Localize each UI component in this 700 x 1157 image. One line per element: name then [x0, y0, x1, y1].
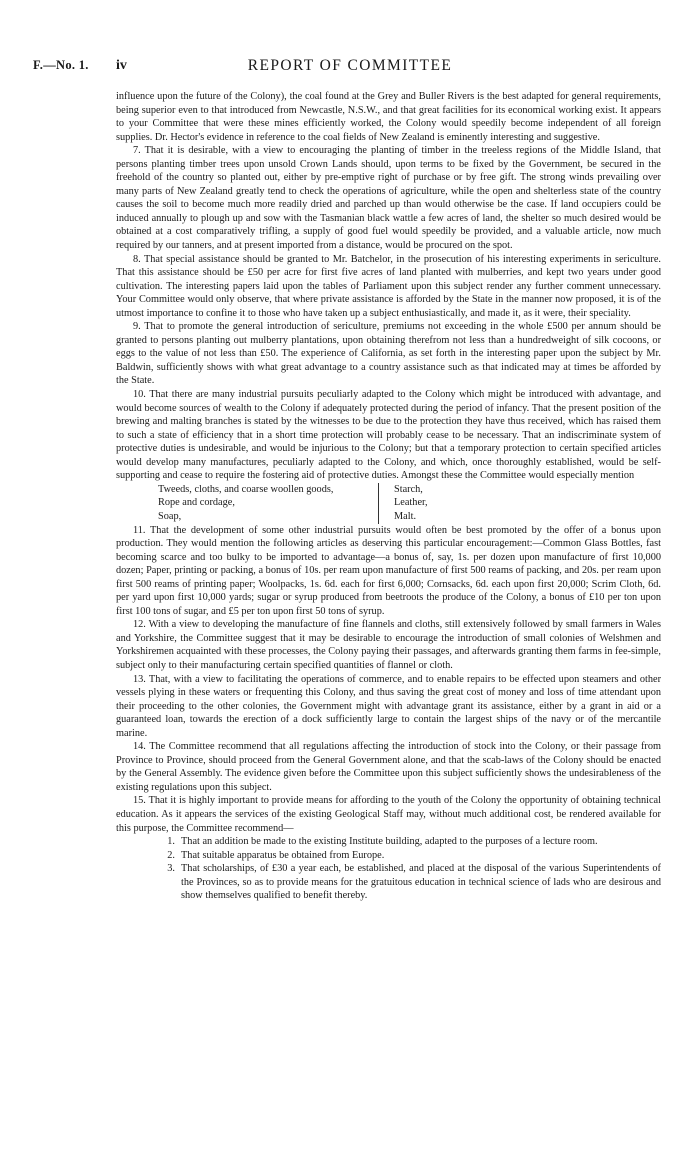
list-item — [116, 862, 661, 903]
article-item: Rope and cordage, — [158, 497, 235, 509]
paragraph-12: 12. With a view to developing the manufacture of fine flannels and cloths, still extensively followed by small farmers in Wales and Yorkshire, the Committee suggest that it may be desirable to encourage the introduction of small colonies of Welshmen and Yorkshiremen acquainted with these processes, the Colony paying their passages, and afterwards granting them farms in fee-simple, subject only to their manufacturing certain specified quantities of flannel or cloth. — [116, 619, 661, 671]
recommendation-list — [116, 835, 661, 903]
report-body — [116, 90, 661, 903]
column-divider — [378, 496, 394, 510]
paper-code: F.—No. 1. — [33, 58, 89, 72]
protected-articles-list — [158, 483, 661, 524]
list-item — [116, 849, 661, 863]
paragraph-13: 13. That, with a view to facilitating the operations of commerce, and to enable repairs to be effected upon steamers and other vessels plying in these waters or frequenting this Colony, and thus saving the great cost of money and loss of time attendant upon their proceeding to the other colonies, the Government might with advantage grant its assistance, either by a grant in aid or a guaranteed loan, towards the erection of a dock sufficiently large to contain the largest ships of the navy or of the mercantile marine. — [116, 673, 661, 739]
column-divider — [378, 483, 394, 497]
article-item: Starch, — [394, 483, 423, 495]
article-item: Malt. — [394, 510, 417, 522]
paragraph-15: 15. That it is highly important to provide means for affording to the youth of the Colony the opportunity of obtaining technical education. As it appears the services of the existing Geological Staff may, without much additional cost, be rendered available for this purpose, the Committee recommend— — [116, 795, 661, 834]
article-item: Tweeds, cloths, and coarse woollen goods, — [158, 483, 334, 495]
paragraph-10: 10. That there are many industrial pursuits peculiarly adapted to the Colony which might be introduced with advantage, and would become sources of wealth to the Colony if adequately protected during the period of infancy. That the present position of the brewing and malting branches is stated by the witnesses to be due to the protection they have thus received, which has raised them to such a state of efficiency that in a short time protection will probably cease to be necessary. That an indiscriminate system of protective duties is undesirable, and would be injurious to the Colony; but that a temporary protection to certain specified articles would develop many manufactures, peculiarly adapted to the Colony, and which, once thoroughly established, would be self-supporting and cease to require the fostering aid of protective duties. Amongst these the Committee would especially mention — [116, 389, 661, 482]
page-header — [0, 58, 700, 80]
item-text: That an addition be made to the existing Institute building, adapted to the purposes of a lecture room. — [181, 836, 598, 848]
page-number: iv — [116, 58, 127, 73]
paragraph-6-continued: influence upon the future of the Colony), the coal found at the Grey and Buller Rivers is the best adapted for general requirements, being superior even to that introduced from Newcastle, N.S.W., and that great facilities for its economical working exist. It appears to your Committee that were these mines efficiently worked, the Colony would speedily become independent of all foreign supplies. Dr. Hector's evidence in reference to the coal fields of New Zealand is eminently interesting and suggestive. — [116, 91, 661, 143]
running-title: REPORT OF COMMITTEE — [247, 57, 453, 74]
paragraph-9: 9. That to promote the general introduction of sericulture, premiums not exceeding in the whole £500 per annum should be granted to persons planting out mulberry plantations, upon obtaining therefrom not less than a hundredweight of silk cocoons, or eggs to the value of not less than £50. The experience of California, as set forth in the interesting paper upon the subject by Mr. Baldwin, sufficiently shows with what great advantage to a country assistance such as that indicated may at times be afforded by the State. — [116, 321, 661, 387]
item-text: That scholarships, of £30 a year each, be established, and placed at the disposal of the various Superintendents of the Provinces, so as to provide means for the gratuitous education in technical science of lads who are desirous and show themselves qualified to benefit thereby. — [181, 863, 661, 902]
item-text: That suitable apparatus be obtained from Europe. — [181, 849, 385, 861]
list-item — [116, 835, 661, 849]
item-number: 2. — [167, 849, 175, 861]
article-item: Soap, — [158, 510, 182, 522]
paragraph-8: 8. That special assistance should be granted to Mr. Batchelor, in the prosecution of his interesting experiments in sericulture. That this assistance should be £50 per acre for first five acres of land planted with mulberries, and kept two years under good cultivation. The interesting papers laid upon the tables of Parliament upon this subject render any further comment unnecessary. Your Committee would only observe, that where private assistance is afforded by the State in the manner now proposed, it is of the utmost importance to confine it to those who have taken up a subject enthusiastically, and made it, as it were, their speciality. — [116, 253, 661, 319]
column-divider — [378, 510, 394, 524]
item-number: 1. — [167, 836, 175, 848]
item-number: 3. — [167, 863, 175, 875]
paragraph-14: 14. The Committee recommend that all regulations affecting the introduction of stock into the Colony, or their passage from Province to Province, should proceed from the General Government alone, and that the scab-laws of the Colony should be enacted by the General Assembly. The evidence given before the Committee upon this subject sufficiently shows the undesirableness of the existing regulations upon this subject. — [116, 741, 661, 793]
paragraph-7: 7. That it is desirable, with a view to encouraging the planting of timber in the treeless regions of the Middle Island, that persons planting timber trees upon unsold Crown Lands should, upon terms to be fixed by the Government, be secured in the freehold of the country so planted out, either by pre-emptive right of purchase or by free gift. The strong winds prevailing over many parts of New Zealand greatly tend to check the operations of agriculture, while the open and shelterless state of the country causes the soil to become much more readily dried and parched up than would otherwise be the case. If land occupiers could be induced annually to plough up and sow with the Tasmanian black wattle a few acres of land, the shelter so much desired would be obtained at a cost comparatively trifling, a supply of good fuel would speedily be provided, and a valuable article, now much required by our tanners, and at present imported from a distance, would be procured on the spot. — [116, 145, 661, 252]
paragraph-11: 11. That the development of some other industrial pursuits would often be best promoted by the offer of a bonus upon production. They would mention the following articles as deserving this particular encouragement:—Common Glass Bottles, fast becoming scarce and too bulky to be imported to advantage—a bonus of, say, 1s. per dozen upon manufacture of first 10,000 dozen; Paper, printing or packing, a bonus of 10s. per ream upon manufacture of first 500 reams of packing, and 20s. per ream upon first 500 reams of printing paper; Woolpacks, 1s. 6d. each for first 6,000; Cornsacks, 6d. each upon first 20,000; Scrim Cloth, 6d. per yard upon first 10,000 yards; sugar or syrup produced from beetroots the produce of the Colony, a bonus of £10 per ton upon first 100 tons of sugar, and £5 per ton upon first 50 tons of syrup. — [116, 524, 661, 617]
article-item: Leather, — [394, 497, 428, 509]
